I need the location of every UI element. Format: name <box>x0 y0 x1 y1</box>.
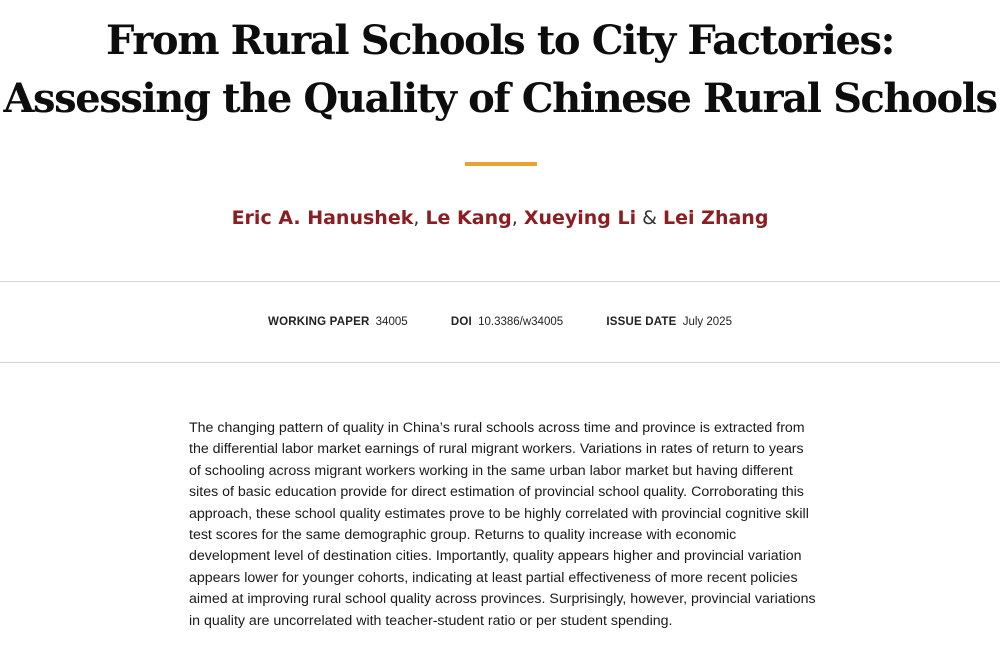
working-paper-label: WORKING PAPER <box>268 316 370 328</box>
issue-date-value: July 2025 <box>682 316 732 328</box>
doi-info <box>451 314 563 330</box>
author-separator: & <box>636 207 664 229</box>
doi-value[interactable]: 10.3386/w34005 <box>478 316 564 328</box>
doi-label: DOI <box>450 316 472 328</box>
author-list <box>0 204 1000 232</box>
author-separator: , <box>413 207 426 229</box>
title-accent-rule <box>465 162 537 166</box>
paper-title: From Rural Schools to City Factories: Assessing the Quality of Chinese Rural Schools <box>3 17 997 122</box>
working-paper-number: 34005 <box>375 316 408 328</box>
issue-date-label: ISSUE DATE <box>606 316 677 328</box>
issue-date-info <box>606 314 732 330</box>
author-link-hanushek[interactable]: Eric A. Hanushek <box>231 207 414 229</box>
author-separator: , <box>511 207 524 229</box>
paper-metadata-row <box>0 314 1000 330</box>
author-link-li[interactable]: Xueying Li <box>523 207 637 229</box>
working-paper-info <box>268 314 408 330</box>
author-link-kang[interactable]: Le Kang <box>425 207 512 229</box>
paper-abstract: The changing pattern of quality in China’s rural schools across time and province is extracted from the differential labor market earnings of rural migrant workers. Variations in rates of return to years of schooling across migrant workers working in the same urban labor market but having different sites of basic education provide for direct estimation of provincial school quality. Corroborating this approach, these school quality estimates prove to be highly correlated with provincial cognitive skill test scores for the same demographic group. Returns to quality increase with economic development level of destination cities. Importantly, quality appears higher and provincial variation appears lower for younger cohorts, indicating at least partial effectiveness of more recent policies aimed at improving rural school quality across provinces. Surprisingly, however, provincial variations in quality are uncorrelated with teacher-student ratio or per student spending. <box>189 420 816 629</box>
author-link-zhang[interactable]: Lei Zhang <box>663 207 769 229</box>
paper-metadata-band <box>0 281 1000 363</box>
